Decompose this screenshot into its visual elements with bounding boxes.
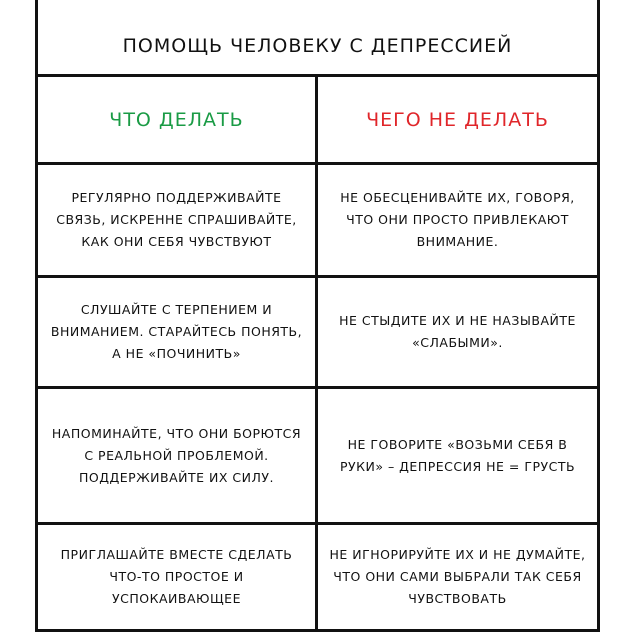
do-cell: [38, 525, 315, 629]
dont-text: НЕ ОБЕСЦЕНИВАЙТЕ ИХ, ГОВОРЯ, ЧТО ОНИ ПРОСТО ПРИВЛЕКАЮТ ВНИМАНИЕ.: [340, 190, 575, 249]
do-text: ПРИГЛАШАЙТЕ ВМЕСТЕ СДЕЛАТЬ ЧТО-ТО ПРОСТОЕ И УСПОКАИВАЮЩЕЕ: [60, 547, 293, 606]
table-row: [38, 389, 597, 525]
do-text: РЕГУЛЯРНО ПОДДЕРЖИВАЙТЕ СВЯЗЬ, ИСКРЕННЕ СПРАШИВАЙТЕ, КАК ОНИ СЕБЯ ЧУВСТВУЮТ: [56, 190, 297, 249]
dont-cell: [318, 525, 597, 629]
dont-text: НЕ СТЫДИТЕ ИХ И НЕ НАЗЫВАЙТЕ «СЛАБЫМИ».: [339, 313, 576, 350]
header-do-cell: [38, 77, 315, 162]
comparison-table: [35, 0, 600, 632]
header-dont-cell: [318, 77, 597, 162]
title-row: [38, 0, 597, 77]
page-title: ПОМОЩЬ ЧЕЛОВЕКУ С ДЕПРЕССИЕЙ: [122, 35, 513, 57]
do-text: НАПОМИНАЙТЕ, ЧТО ОНИ БОРЮТСЯ С РЕАЛЬНОЙ ПРОБЛЕМОЙ. ПОДДЕРЖИВАЙТЕ ИХ СИЛУ.: [51, 425, 302, 485]
do-cell: [38, 278, 315, 386]
header-dont: ЧЕГО НЕ ДЕЛАТЬ: [366, 108, 549, 131]
do-cell: [38, 165, 315, 275]
header-row: [38, 77, 597, 165]
dont-text: НЕ ГОВОРИТЕ «ВОЗЬМИ СЕБЯ В РУКИ» – ДЕПРЕССИЯ НЕ = ГРУСТЬ: [339, 436, 576, 474]
table-row: [38, 165, 597, 278]
do-cell: [38, 389, 315, 522]
header-do: ЧТО ДЕЛАТЬ: [109, 108, 244, 131]
table-row: [38, 525, 597, 629]
do-text: СЛУШАЙТЕ С ТЕРПЕНИЕМ И ВНИМАНИЕМ. СТАРАЙТЕСЬ ПОНЯТЬ, А НЕ «ПОЧИНИТЬ»: [50, 302, 303, 361]
dont-cell: [318, 165, 597, 275]
dont-cell: [318, 278, 597, 386]
dont-cell: [318, 389, 597, 522]
table-grid: [38, 77, 597, 629]
table-row: [38, 278, 597, 389]
dont-text: НЕ ИГНОРИРУЙТЕ ИХ И НЕ ДУМАЙТЕ, ЧТО ОНИ САМИ ВЫБРАЛИ ТАК СЕБЯ ЧУВСТВОВАТЬ: [329, 547, 586, 606]
